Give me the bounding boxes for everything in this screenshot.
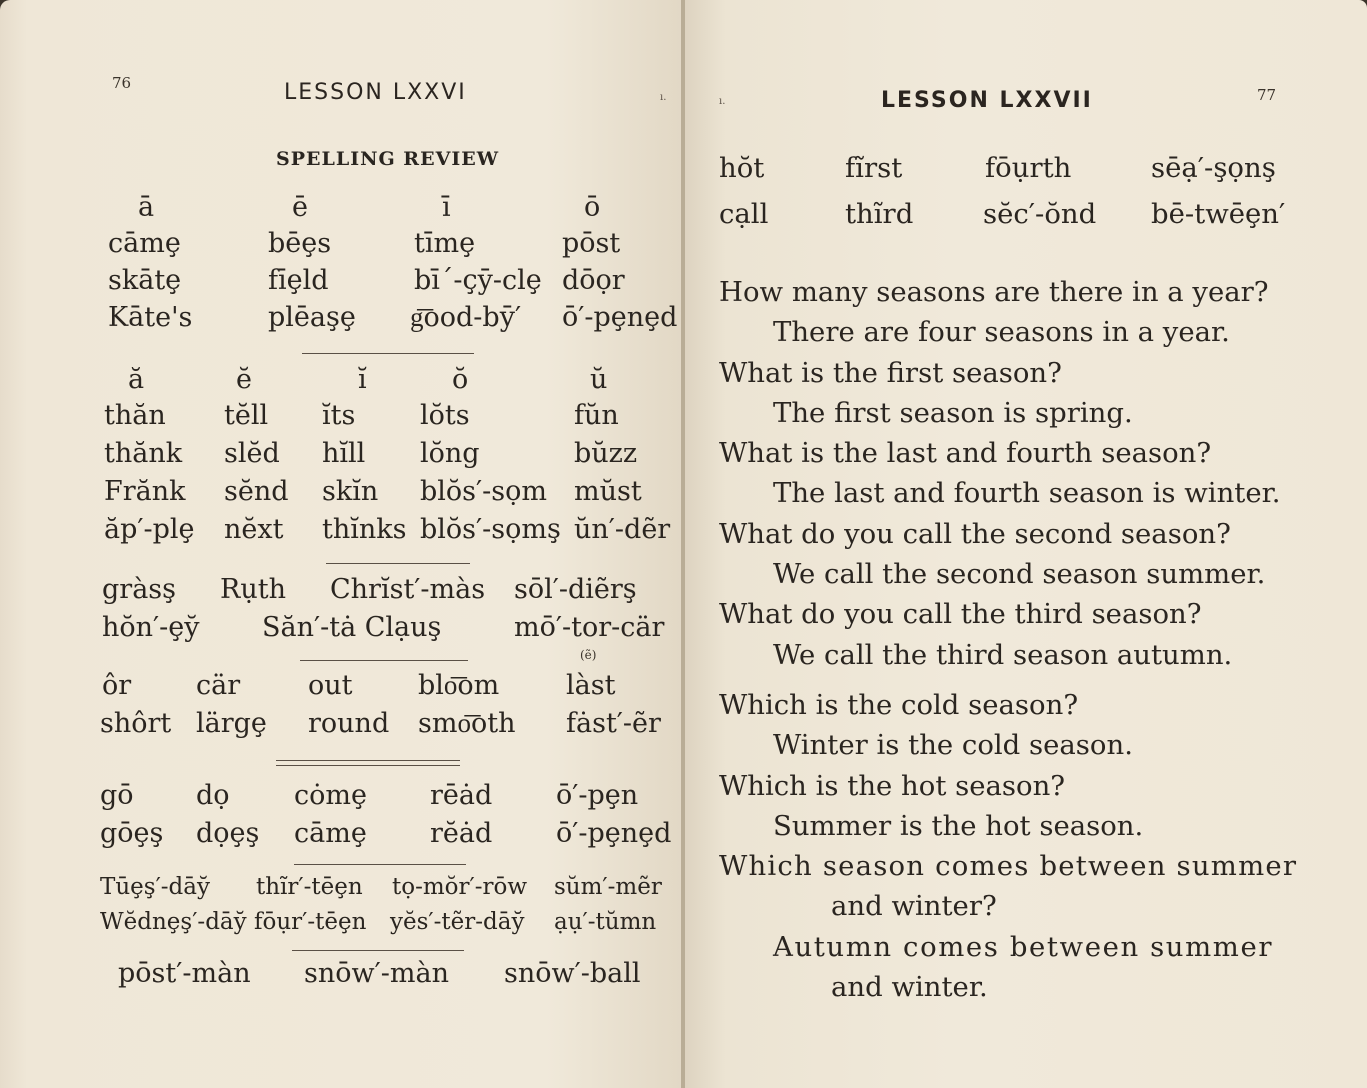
word: Tūȩş′-dāy̆ xyxy=(100,874,210,900)
question-line: Which is the hot season? xyxy=(719,769,1066,802)
vocab-word: fōụrth xyxy=(985,152,1072,184)
word: thĭnks xyxy=(322,514,407,545)
vocab-word: hŏt xyxy=(719,152,765,184)
question-line: What do you call the third season? xyxy=(719,598,1202,631)
question-line: How many seasons are there in a year? xyxy=(719,276,1269,308)
word: Rụth xyxy=(220,574,286,605)
vowel-header: ĕ xyxy=(236,364,252,395)
question-line: What is the first season? xyxy=(719,356,1062,389)
word: blo͞om xyxy=(418,670,500,701)
word: hŏn′-ȩy̆ xyxy=(102,612,200,643)
word: ăp′-plȩ xyxy=(104,514,195,545)
divider xyxy=(294,864,466,865)
margin-mark: ı. xyxy=(660,92,667,103)
word: thănk xyxy=(104,438,183,469)
subheading: SPELLING REVIEW xyxy=(276,148,500,170)
word: snōw′-màn xyxy=(304,958,449,989)
word: hĭll xyxy=(322,438,366,469)
page-number: 77 xyxy=(1257,86,1277,104)
vowel-header: ŭ xyxy=(590,364,608,395)
word: tĕll xyxy=(224,400,269,431)
word: out xyxy=(308,670,353,701)
word: nĕxt xyxy=(224,514,284,545)
word: blŏs′-sọmş xyxy=(420,514,561,545)
vowel-header: ĭ xyxy=(358,364,367,395)
vowel-header: ē xyxy=(292,192,308,223)
word: slĕd xyxy=(224,438,280,469)
word: tīmȩ xyxy=(414,228,476,259)
answer-line: Autumn comes between summer xyxy=(773,930,1274,963)
word: g͞ood-bȳ′ xyxy=(410,302,522,333)
footnote-mark: (ẽ) xyxy=(580,648,597,662)
page-number: 76 xyxy=(112,74,132,92)
word: sĕnd xyxy=(224,476,289,507)
vocab-word: bē-twēȩn′ xyxy=(1151,198,1286,230)
divider xyxy=(326,563,470,564)
vowel-header: ă xyxy=(128,364,145,395)
word: Wĕdnȩş′-dāy̆ xyxy=(100,909,247,935)
word: bī´-çȳ-clȩ xyxy=(414,265,542,296)
word: rēȧd xyxy=(430,780,493,811)
answer-line: We call the third season autumn. xyxy=(773,638,1233,671)
vowel-header: ī xyxy=(442,192,451,223)
word: fōụr′-tēȩn xyxy=(254,909,367,935)
double-divider xyxy=(276,760,460,766)
word: lŏts xyxy=(420,400,470,431)
answer-line: Summer is the hot season. xyxy=(773,809,1144,842)
word: fīȩld xyxy=(268,265,329,296)
word: skātȩ xyxy=(108,265,182,296)
divider xyxy=(302,353,474,354)
word: ĭts xyxy=(322,400,356,431)
word: gō xyxy=(100,780,134,811)
word: pōst xyxy=(562,228,621,259)
lesson-title: LESSON LXXVI xyxy=(284,80,467,105)
question-line: Which season comes between summer xyxy=(719,850,1298,883)
word: pōst′-màn xyxy=(118,958,251,989)
vowel-header: ā xyxy=(138,192,155,223)
word: ō′-pȩn xyxy=(556,780,639,811)
word: lŏng xyxy=(420,438,480,469)
word: bēȩs xyxy=(268,228,332,259)
answer-line: There are four seasons in a year. xyxy=(773,316,1230,349)
margin-mark: ı. xyxy=(719,96,726,107)
word: cȯmȩ xyxy=(294,780,367,811)
reading-text xyxy=(719,272,1298,1007)
divider xyxy=(292,950,464,951)
continuation-line: and winter? xyxy=(831,890,997,923)
question-line: What is the last and fourth season? xyxy=(719,437,1212,470)
answer-line: The first season is spring. xyxy=(773,396,1133,429)
right-page xyxy=(685,0,1367,1088)
word: mō′-tor-cär xyxy=(514,612,665,643)
word: thăn xyxy=(104,400,166,431)
word: gōȩş xyxy=(100,818,164,849)
vocab-word: sēạ′-şọnş xyxy=(1151,152,1276,184)
word: Kāte's xyxy=(108,302,193,333)
answer-line: We call the second season summer. xyxy=(773,558,1266,591)
divider xyxy=(300,660,468,661)
word: dọ xyxy=(196,780,230,811)
word: Chrĭst′-màs xyxy=(330,574,486,605)
word: Săn′-tȧ Clạuş xyxy=(262,612,442,643)
left-page xyxy=(0,0,683,1088)
word: thĩr′-tēȩn xyxy=(256,874,363,900)
answer-line: The last and fourth season is winter. xyxy=(773,477,1281,510)
word: cāmȩ xyxy=(294,818,367,849)
question-line: What do you call the second season? xyxy=(719,517,1231,550)
word: smo͞oth xyxy=(418,708,516,739)
word: yĕs′-tẽr-dāy̆ xyxy=(390,909,525,935)
word: round xyxy=(308,708,390,739)
word: lärgȩ xyxy=(196,708,267,739)
word: ŭn′-dẽr xyxy=(574,514,671,545)
word: snōw′-ball xyxy=(504,958,641,989)
lesson-title: LESSON LXXVII xyxy=(881,88,1093,113)
vocabulary-list xyxy=(719,152,1319,244)
word: làst xyxy=(566,670,616,701)
question-line: Which is the cold season? xyxy=(719,688,1079,721)
word: fŭn xyxy=(574,400,619,431)
word: gràsş xyxy=(102,574,176,605)
word: cāmȩ xyxy=(108,228,181,259)
word: tọ-mŏr′-rōw xyxy=(392,874,528,900)
word: shôrt xyxy=(100,708,172,739)
vowel-header: ŏ xyxy=(452,364,469,395)
word: ạụ′-tŭmn xyxy=(554,909,657,935)
word: plēaşȩ xyxy=(268,302,356,333)
word: bŭzz xyxy=(574,438,638,469)
word: rĕȧd xyxy=(430,818,493,849)
vowel-header: ō xyxy=(584,192,601,223)
vocab-word: thĩrd xyxy=(845,198,914,230)
vocab-word: fĩrst xyxy=(845,152,903,184)
word: Frănk xyxy=(104,476,186,507)
vocab-word: cạll xyxy=(719,198,769,230)
word: ō′-pȩnȩd xyxy=(556,818,672,849)
word: cär xyxy=(196,670,241,701)
answer-line: Winter is the cold season. xyxy=(773,729,1133,762)
word: skĭn xyxy=(322,476,379,507)
word: dọȩş xyxy=(196,818,260,849)
word: fȧst′-ẽr xyxy=(566,708,661,739)
word: sōl′-diẽrş xyxy=(514,574,637,605)
word: mŭst xyxy=(574,476,642,507)
word: ôr xyxy=(102,670,132,701)
word: dōọr xyxy=(562,265,625,296)
word: ō′-pȩnȩd xyxy=(562,302,678,333)
word: blŏs′-sọm xyxy=(420,476,547,507)
word: sŭm′-mẽr xyxy=(554,874,662,900)
continuation-line: and winter. xyxy=(831,971,988,1004)
vocab-word: sĕc′-ŏnd xyxy=(983,198,1097,230)
